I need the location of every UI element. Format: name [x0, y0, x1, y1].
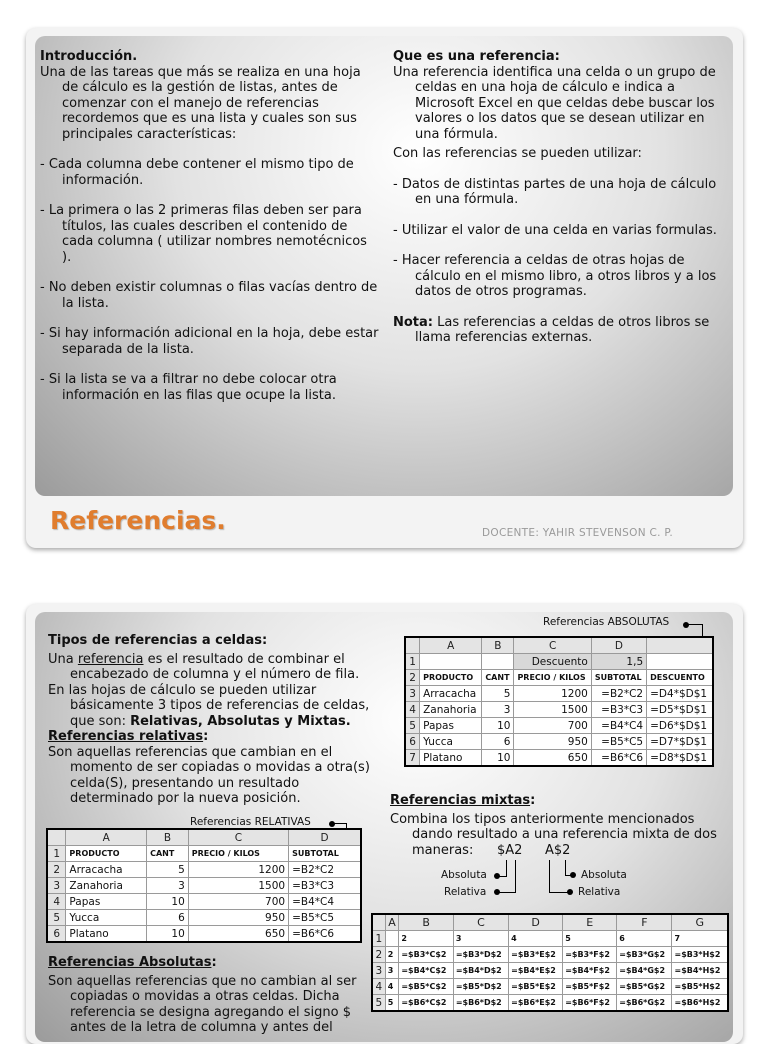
teacher-credit: DOCENTE: YAHIR STEVENSON C. P.	[482, 527, 674, 539]
table-cell: 2	[47, 862, 66, 878]
column-header: A	[66, 829, 147, 846]
table-row	[405, 734, 713, 750]
table-cell: 7	[405, 750, 420, 767]
column-header: D	[591, 637, 646, 654]
table-cell: 2	[405, 670, 420, 686]
table-cell: =D7*$D$1	[647, 734, 713, 750]
table-cell: =$B3*C$2	[399, 947, 453, 963]
column-header: B	[482, 637, 514, 654]
types-definition-a: Una	[48, 651, 78, 667]
table-cell: =$B5*F$2	[563, 979, 617, 995]
column-header: G	[672, 914, 728, 931]
table-cell: SUBTOTAL	[289, 846, 361, 862]
types-list-a: En las hojas de cálculo se pueden utilizar básicamente 3 tipos de referencias de celdas, que son:	[48, 682, 370, 729]
table-cell: 6	[405, 734, 420, 750]
table-cell: =D4*$D$1	[647, 686, 713, 702]
table-row	[372, 931, 728, 947]
table-cell: 4	[372, 979, 385, 995]
content-panel	[35, 36, 733, 496]
table-cell: PRODUCTO	[66, 846, 147, 862]
table-cell: 2	[385, 947, 399, 963]
table-row	[372, 995, 728, 1012]
column-header: C	[188, 829, 288, 846]
slide-title: Referencias.	[50, 506, 226, 535]
slide-tipos-referencias	[26, 604, 743, 1044]
mixed-heading-text: Referencias mixtas	[390, 793, 531, 808]
ex2-absolute-dot	[570, 872, 576, 878]
table-row	[47, 894, 361, 910]
ex1-absolute-dot	[494, 873, 500, 879]
reference-heading: Que es una referencia:	[393, 49, 560, 64]
table-cell: 1	[47, 846, 66, 862]
ex1-relative-dot	[494, 889, 500, 895]
absolute-arrow-dot	[683, 622, 689, 628]
mixed-definition: Combina los tipos anteriormente mencionados dando resultado a una referencia mixta de dos maneras:	[390, 811, 717, 858]
mixed-heading-colon: :	[530, 793, 536, 808]
column-header: C	[514, 637, 591, 654]
table-cell: Platano	[420, 750, 482, 767]
relative-heading	[48, 729, 378, 745]
table-cell: =B2*C2	[289, 862, 361, 878]
table-row	[47, 846, 361, 862]
table-cell: 3	[47, 878, 66, 894]
table-cell: 3	[405, 686, 420, 702]
table-cell: =B3*C3	[591, 702, 646, 718]
table-cell: =B4*C4	[591, 718, 646, 734]
table-cell: =D5*$D$1	[647, 702, 713, 718]
table-cell: =$B3*D$2	[453, 947, 508, 963]
absolute-heading-colon: :	[211, 955, 217, 970]
table-cell: 5	[47, 910, 66, 926]
table-row	[47, 910, 361, 926]
reference-definition: Una referencia identifica una celda o un grupo de celdas en una hoja de cálculo e indica a Microsoft Excel en que celdas debe buscar los valores o los datos que se desean utilizar en una fórmula.	[393, 64, 716, 142]
table-cell: =$B4*E$2	[509, 963, 563, 979]
table-row	[405, 670, 713, 686]
intro-heading: Introducción.	[40, 49, 138, 64]
table-cell: 950	[188, 910, 288, 926]
column-header: A	[420, 637, 482, 654]
table-cell: 5	[147, 862, 189, 878]
slide-referencias	[26, 28, 743, 548]
relative-arrow-line	[333, 823, 347, 824]
list-rule-3: - No deben existir columnas o filas vacías dentro de la lista.	[40, 280, 378, 311]
mixed-heading	[390, 793, 720, 809]
table-row	[372, 947, 728, 963]
column-header-row	[47, 829, 361, 846]
table-cell: =$B6*C$2	[399, 995, 453, 1012]
mixed-references-table	[371, 913, 729, 1012]
table-cell: CANT	[147, 846, 189, 862]
table-cell: =B5*C5	[591, 734, 646, 750]
ex2-absolute-label: Absoluta	[581, 869, 627, 881]
types-column	[48, 633, 378, 807]
table-cell: 1	[405, 654, 420, 670]
table-cell: Papas	[66, 894, 147, 910]
table-cell: =$B6*E$2	[509, 995, 563, 1012]
table-cell: CANT	[482, 670, 514, 686]
types-definition-b: es el resultado de combinar el encabezado de columna y el número de fila.	[70, 651, 360, 682]
table-cell: 3	[482, 702, 514, 718]
table-cell: =B6*C6	[289, 926, 361, 943]
ex2-absolute-stem	[565, 860, 566, 876]
list-rule-2: - La primera o las 2 primeras filas deben ser para títulos, las cuales describen el contenido de cada columna ( utilizar nombres nemotécnicos ).	[40, 203, 367, 265]
types-list-bold: Relativas, Absolutas y Mixtas.	[130, 713, 351, 729]
column-header: C	[453, 914, 508, 931]
table-cell: Zanahoria	[420, 702, 482, 718]
relative-table-label: Referencias RELATIVAS	[190, 816, 311, 828]
table-cell: Descuento	[514, 654, 591, 670]
table-cell: =$B5*H$2	[672, 979, 728, 995]
table-cell: =B3*C3	[289, 878, 361, 894]
table-cell: =$B6*D$2	[453, 995, 508, 1012]
column-header: D	[289, 829, 361, 846]
table-cell: Yucca	[66, 910, 147, 926]
column-header	[372, 914, 385, 931]
table-cell: 10	[147, 926, 189, 943]
column-header	[405, 637, 420, 654]
types-definition	[48, 652, 378, 683]
table-cell: =$B5*C$2	[399, 979, 453, 995]
table-row	[372, 979, 728, 995]
ex1-absolute-line	[499, 876, 507, 877]
column-header: E	[563, 914, 617, 931]
table-row	[405, 718, 713, 734]
table-cell: 650	[188, 926, 288, 943]
table-cell: =$B3*F$2	[563, 947, 617, 963]
table-cell: Yucca	[420, 734, 482, 750]
table-cell: PRODUCTO	[420, 670, 482, 686]
table-cell: 4	[405, 702, 420, 718]
table-cell: 10	[482, 718, 514, 734]
absolute-table-label: Referencias ABSOLUTAS	[543, 616, 670, 628]
table-cell: 6	[147, 910, 189, 926]
table-cell: =B4*C4	[289, 894, 361, 910]
absolute-column	[48, 955, 378, 1036]
table-cell: 1200	[514, 686, 591, 702]
table-cell: Arracacha	[66, 862, 147, 878]
table-cell: =$B3*G$2	[617, 947, 672, 963]
absolute-definition: Son aquellas referencias que no cambian al ser copiadas o movidas a otras celdas. Dicha referencia se designa agregando el signo $ antes de la letra de columna y antes del	[48, 973, 357, 1035]
table-cell: 3	[147, 878, 189, 894]
ex2-relative-stem	[549, 860, 550, 893]
column-header: A	[385, 914, 399, 931]
table-cell: =$B6*H$2	[672, 995, 728, 1012]
table-cell: 5	[372, 995, 385, 1012]
table-cell	[420, 654, 482, 670]
table-cell: 10	[482, 750, 514, 767]
table-cell: 4	[47, 894, 66, 910]
ex1-relative-line	[499, 892, 516, 893]
table-cell: 1	[372, 931, 385, 947]
table-cell: 1200	[188, 862, 288, 878]
table-cell: =$B4*F$2	[563, 963, 617, 979]
mixed-example-2: A$2	[545, 843, 571, 858]
absolute-heading	[48, 955, 378, 971]
column-header-row	[405, 637, 713, 654]
table-cell: DESCUENTO	[647, 670, 713, 686]
table-cell: =$B5*E$2	[509, 979, 563, 995]
table-row	[47, 862, 361, 878]
ex2-relative-dot	[567, 889, 573, 895]
table-cell: 1500	[514, 702, 591, 718]
table-row	[372, 963, 728, 979]
column-header	[47, 829, 66, 846]
table-cell: =$B3*H$2	[672, 947, 728, 963]
table-cell: 7	[672, 931, 728, 947]
table-cell: 6	[482, 734, 514, 750]
table-cell: 1,5	[591, 654, 646, 670]
table-cell: 5	[385, 995, 399, 1012]
table-row	[47, 926, 361, 943]
table-cell: Papas	[420, 718, 482, 734]
table-cell: Zanahoria	[66, 878, 147, 894]
content-panel-2	[35, 612, 733, 1042]
table-cell: =$B4*C$2	[399, 963, 453, 979]
table-cell: =$B5*G$2	[617, 979, 672, 995]
reference-column	[393, 49, 719, 346]
intro-paragraph: Una de las tareas que más se realiza en una hoja de cálculo es la gestión de listas, antes de comenzar con el manejo de referencias recordemos que es una lista y cuales son sus principales características:	[40, 64, 361, 142]
ex1-absolute-stem	[506, 860, 507, 877]
table-cell: 2	[372, 947, 385, 963]
table-cell	[482, 654, 514, 670]
table-cell: PRECIO / KILOS	[514, 670, 591, 686]
table-cell: =B2*C2	[591, 686, 646, 702]
table-row	[405, 702, 713, 718]
table-cell: PRECIO / KILOS	[188, 846, 288, 862]
reference-note	[393, 315, 719, 346]
table-cell: 1500	[188, 878, 288, 894]
ex1-absolute-label: Absoluta	[441, 869, 487, 881]
table-cell: 4	[385, 979, 399, 995]
table-row	[47, 878, 361, 894]
table-cell: 2	[399, 931, 453, 947]
table-cell: =$B3*E$2	[509, 947, 563, 963]
table-cell: =$B6*G$2	[617, 995, 672, 1012]
column-header-row	[372, 914, 728, 931]
column-header: F	[617, 914, 672, 931]
list-rule-4: - Si hay información adicional en la hoja, debe estar separada de la lista.	[40, 326, 379, 357]
table-cell: 3	[453, 931, 508, 947]
column-header: D	[509, 914, 563, 931]
table-cell	[647, 654, 713, 670]
table-row	[405, 654, 713, 670]
relative-arrow-dot	[329, 821, 335, 827]
table-cell: SUBTOTAL	[591, 670, 646, 686]
table-cell: =B5*C5	[289, 910, 361, 926]
absolute-arrow-line	[687, 624, 703, 625]
list-rule-5: - Si la lista se va a filtrar no debe colocar otra información en las filas que ocupe la lista.	[40, 372, 337, 403]
table-cell: 650	[514, 750, 591, 767]
table-cell: =$B4*G$2	[617, 963, 672, 979]
table-cell: =D8*$D$1	[647, 750, 713, 767]
table-cell	[385, 931, 399, 947]
table-cell: =$B4*D$2	[453, 963, 508, 979]
column-header: B	[399, 914, 453, 931]
absolute-heading-text: Referencias Absolutas	[48, 955, 212, 970]
table-cell: 6	[617, 931, 672, 947]
table-cell: 5	[563, 931, 617, 947]
table-cell: 6	[47, 926, 66, 943]
reference-use-3: - Hacer referencia a celdas de otras hojas de cálculo en el mismo libro, a otros libros y a los datos de otros programas.	[393, 253, 717, 299]
relative-references-table	[46, 828, 362, 943]
column-header	[647, 637, 713, 654]
table-cell: 700	[514, 718, 591, 734]
ex1-relative-label: Relativa	[444, 886, 487, 898]
note-text: Las referencias a celdas de otros libros se llama referencias externas.	[415, 314, 710, 345]
table-cell: 5	[405, 718, 420, 734]
column-header: B	[147, 829, 189, 846]
referencia-term: referencia	[77, 651, 144, 667]
absolute-references-table	[404, 636, 714, 767]
types-list	[48, 683, 378, 730]
relative-definition: Son aquellas referencias que cambian en el momento de ser copiadas o movidas a otra(s) celda(S), presentando un resultado determinado por la nueva posición.	[48, 744, 370, 806]
reference-use-2: - Utilizar el valor de una celda en varias formulas.	[393, 222, 717, 238]
ex2-relative-label: Relativa	[578, 886, 621, 898]
table-cell: 950	[514, 734, 591, 750]
relative-heading-text: Referencias relativas	[48, 729, 204, 744]
reference-uses-intro: Con las referencias se pueden utilizar:	[393, 146, 642, 161]
types-heading: Tipos de referencias a celdas:	[48, 633, 268, 648]
table-cell: 10	[147, 894, 189, 910]
table-cell: 3	[385, 963, 399, 979]
table-cell: 700	[188, 894, 288, 910]
table-cell: =$B4*H$2	[672, 963, 728, 979]
ex1-relative-stem	[515, 860, 516, 893]
relative-heading-colon: :	[203, 729, 209, 744]
table-cell: 4	[509, 931, 563, 947]
table-cell: =$B5*D$2	[453, 979, 508, 995]
table-row	[405, 686, 713, 702]
table-cell: Arracacha	[420, 686, 482, 702]
table-cell: Platano	[66, 926, 147, 943]
table-cell: 5	[482, 686, 514, 702]
intro-column	[40, 49, 380, 403]
reference-use-1: - Datos de distintas partes de una hoja de cálculo en una fórmula.	[393, 176, 717, 207]
table-row	[405, 750, 713, 767]
table-cell: 3	[372, 963, 385, 979]
table-cell: =D6*$D$1	[647, 718, 713, 734]
mixed-example-1: $A2	[497, 843, 523, 858]
note-label: Nota:	[393, 314, 433, 330]
list-rule-1: - Cada columna debe contener el mismo tipo de información.	[40, 157, 354, 188]
table-cell: =B6*C6	[591, 750, 646, 767]
table-cell: =$B6*F$2	[563, 995, 617, 1012]
